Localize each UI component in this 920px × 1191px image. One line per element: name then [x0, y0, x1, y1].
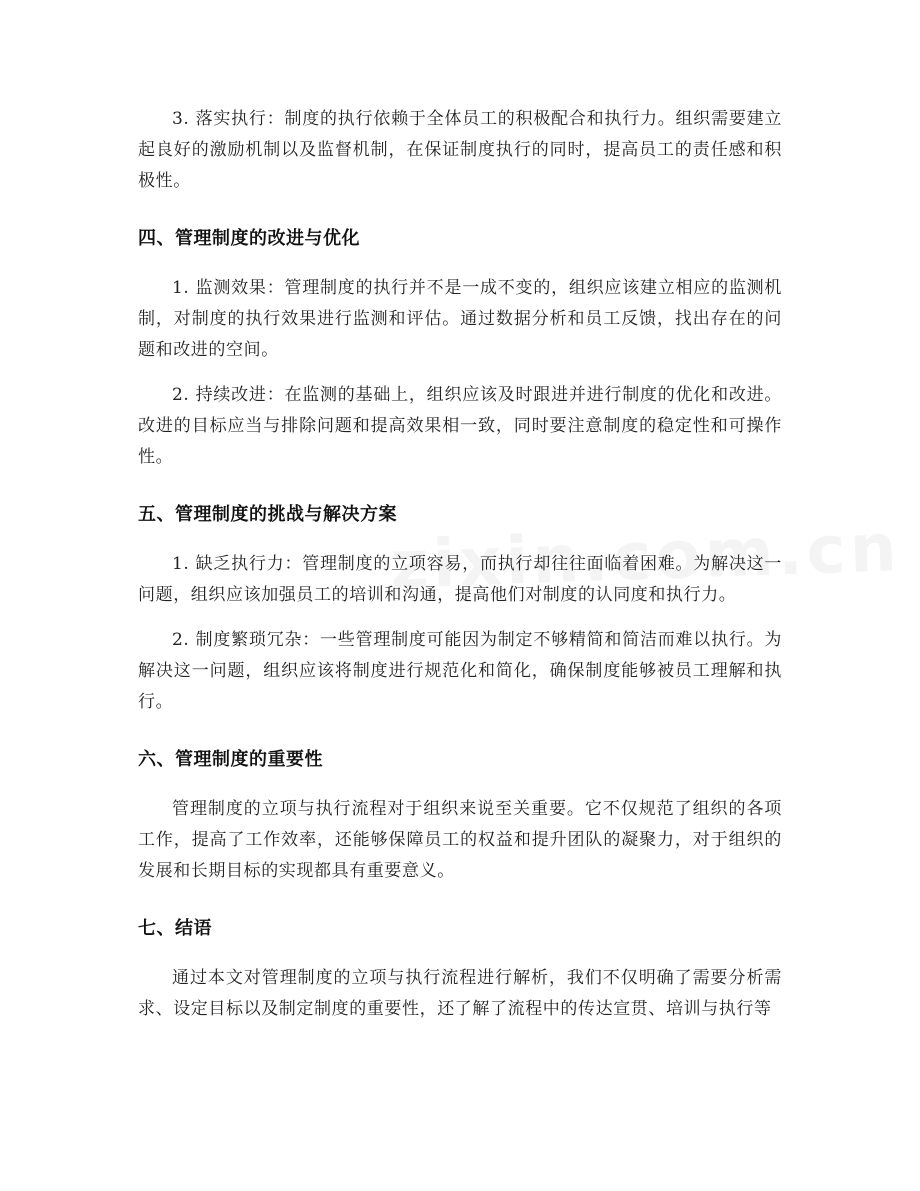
paragraph-lack-of-execution: 1. 缺乏执行力：管理制度的立项容易，而执行却往往面临着困难。为解决这一问题，组织应该加强员工的培训和沟通，提高他们对制度的认同度和执行力。 [138, 554, 782, 605]
paragraph-monitoring: 1. 监测效果：管理制度的执行并不是一成不变的，组织应该建立相应的监测机制，对制度的执行效果进行监测和评估。通过数据分析和员工反馈，找出存在的问题和改进的空间。 [138, 278, 782, 360]
paragraph-complexity: 2. 制度繁琐冗杂：一些管理制度可能因为制定不够精简和简洁而难以执行。为解决这一问题，组织应该将制度进行规范化和简化，确保制度能够被员工理解和执行。 [138, 630, 782, 712]
section-heading-challenges: 五、管理制度的挑战与解决方案 [138, 504, 397, 525]
paragraph-continuous-improvement: 2. 持续改进：在监测的基础上，组织应该及时跟进并进行制度的优化和改进。改进的目标应当与排除问题和提高效果相一致，同时要注意制度的稳定性和可操作性。 [138, 385, 782, 467]
paragraph-conclusion: 通过本文对管理制度的立项与执行流程进行解析，我们不仅明确了需要分析需求、设定目标以及制定制度的重要性，还了解了流程中的传达宣贯、培训与执行等 [138, 968, 782, 1019]
section-heading-importance: 六、管理制度的重要性 [138, 749, 323, 770]
paragraph-importance: 管理制度的立项与执行流程对于组织来说至关重要。它不仅规范了组织的各项工作，提高了工作效率，还能够保障员工的权益和提升团队的凝聚力，对于组织的发展和长期目标的实现都具有重要意义。 [138, 799, 782, 881]
paragraph-implementation: 3. 落实执行：制度的执行依赖于全体员工的积极配合和执行力。组织需要建立起良好的激励机制以及监督机制，在保证制度执行的同时，提高员工的责任感和积极性。 [138, 109, 782, 191]
section-heading-improvement: 四、管理制度的改进与优化 [138, 228, 360, 249]
section-heading-conclusion: 七、结语 [138, 918, 212, 939]
document-page [138, 104, 782, 1025]
